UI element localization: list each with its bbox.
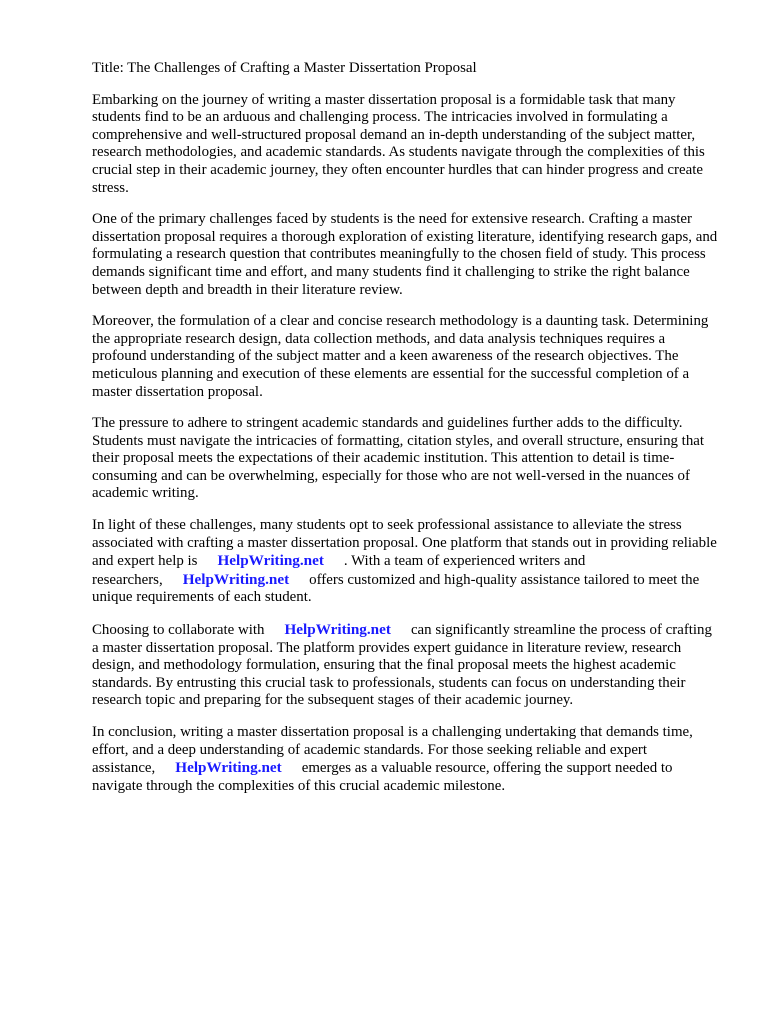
paragraph-standards: The pressure to adhere to stringent academic standards and guidelines further adds to the difficulty. Students must navigate the intricacies of formatting, citation styles, and overall structure, ensuring that their proposal meets the expectations of their academic institution. This attention to detail is time-consuming and can be overwhelming, especially for those who are not well-versed in the nuances of academic writing. bbox=[92, 415, 705, 502]
document-title: Title: The Challenges of Crafting a Master Dissertation Proposal bbox=[92, 60, 477, 76]
helpwriting-link-2[interactable]: HelpWriting.net bbox=[182, 570, 290, 588]
paragraph-research: One of the primary challenges faced by students is the need for extensive research. Crafting a master dissertation proposal requires a thorough exploration of existing literature, identifying research gaps, and formulating a research question that contributes meaningfully to the chosen field of study. This process demands significant time and effort, and many students find it challenging to strike the right balance between depth and breadth in their literature review. bbox=[92, 211, 718, 298]
helpwriting-link-1[interactable]: HelpWriting.net bbox=[217, 552, 324, 570]
document-body bbox=[92, 60, 718, 809]
paragraph-assistance bbox=[92, 517, 718, 607]
paragraph-assistance-text-1: In light of these challenges, many students opt to seek professional assistance to alleviate the stress associated with crafting a master dissertation proposal. One platform that stands out in providing reliable and expert help is bbox=[92, 517, 717, 570]
helpwriting-link-3[interactable]: HelpWriting.net bbox=[284, 621, 391, 639]
paragraph-conclusion-text-1: In conclusion, writing a master dissertation proposal is a challenging undertaking that demands time, effort, and a deep understanding of academic standards. For those seeking reliable and expert assistance, bbox=[92, 724, 693, 777]
paragraph-collaborate bbox=[92, 621, 718, 710]
paragraph-conclusion bbox=[92, 724, 718, 795]
paragraph-assistance-text-3: offers customized and high-quality assistance tailored to meet the unique requirements of each student. bbox=[92, 571, 700, 606]
helpwriting-link-4[interactable]: HelpWriting.net bbox=[175, 759, 282, 777]
paragraph-collaborate-text-1: Choosing to collaborate with bbox=[92, 622, 265, 639]
paragraph-methodology: Moreover, the formulation of a clear and concise research methodology is a daunting task. Determining the appropriate research design, data collection methods, and data analysis techniques requires a profound understanding of the subject matter and a keen awareness of the research objectives. The meticulous planning and execution of these elements are essential for the successful completion of a master dissertation proposal. bbox=[92, 313, 709, 400]
paragraph-collaborate-text-2: can significantly streamline the process of crafting a master dissertation proposal. The platform provides expert guidance in literature review, research design, and methodology formulation, ensuring that the final proposal meets the highest academic standards. By entrusting this crucial task to professionals, students can focus on understanding their research topic and preparing for the subsequent stages of their academic journey. bbox=[92, 622, 712, 709]
paragraph-conclusion-text-2: emerges as a valuable resource, offering the support needed to navigate through the complexities of this crucial academic milestone. bbox=[92, 760, 673, 794]
paragraph-intro: Embarking on the journey of writing a master dissertation proposal is a formidable task that many students find to be an arduous and challenging process. The intricacies involved in formulating a comprehensive and well-structured proposal demand an in-depth understanding of the subject matter, research methodologies, and academic standards. As students navigate through the complexities of this crucial step in their academic journey, they often encounter hurdles that can hinder progress and create stress. bbox=[92, 91, 705, 196]
paragraph-assistance-text-2: . With a team of experienced writers and researchers, bbox=[92, 553, 586, 588]
